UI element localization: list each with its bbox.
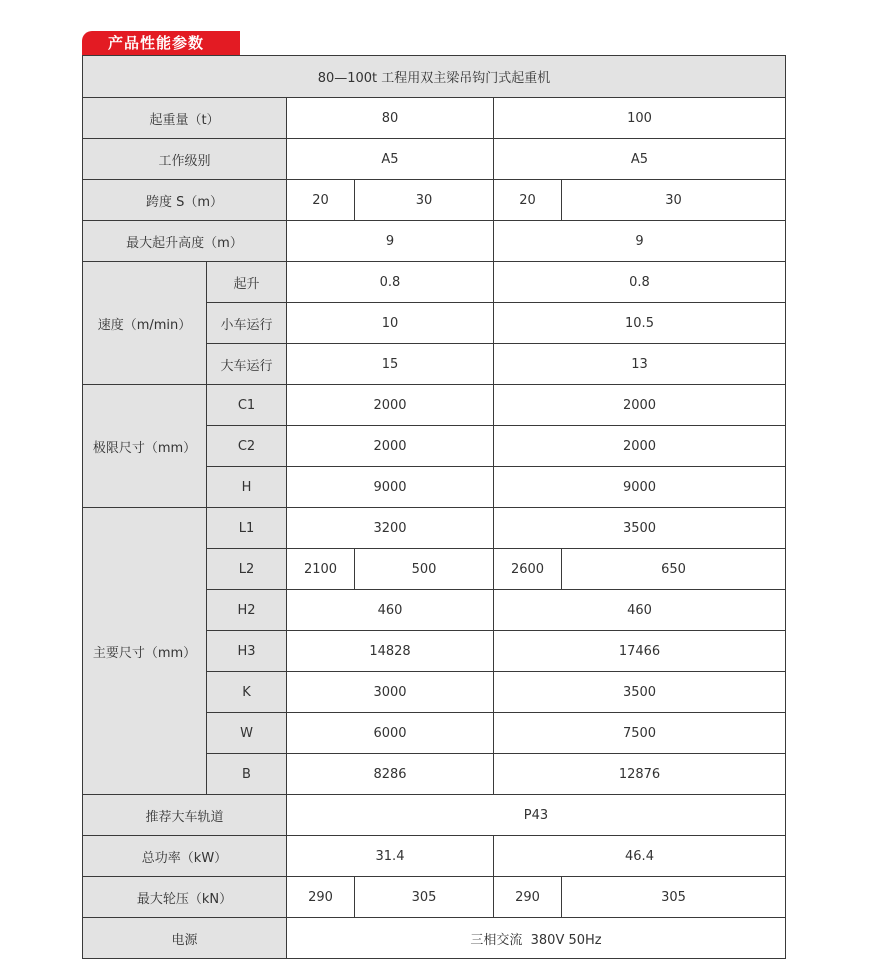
sub-label: K bbox=[207, 672, 287, 713]
cell-80t-b: 500 bbox=[355, 549, 494, 590]
sub-label: 小车运行 bbox=[207, 303, 287, 344]
cell-100t: 3500 bbox=[494, 672, 786, 713]
cell-100t: 3500 bbox=[494, 508, 786, 549]
cell-80t: 2000 bbox=[287, 426, 494, 467]
cell-80t: 3200 bbox=[287, 508, 494, 549]
cell-100t: 17466 bbox=[494, 631, 786, 672]
group-label: 极限尺寸（mm） bbox=[83, 385, 207, 508]
table-row bbox=[83, 877, 786, 918]
cell-100t: A5 bbox=[494, 139, 786, 180]
spec-table bbox=[82, 55, 786, 959]
cell-80t: A5 bbox=[287, 139, 494, 180]
table-row bbox=[83, 795, 786, 836]
table-row bbox=[83, 508, 786, 549]
sub-label: W bbox=[207, 713, 287, 754]
cell-100t: 100 bbox=[494, 98, 786, 139]
table-row bbox=[83, 98, 786, 139]
section-tag: 产品性能参数 bbox=[82, 31, 240, 55]
sub-label: C1 bbox=[207, 385, 287, 426]
sub-label: C2 bbox=[207, 426, 287, 467]
sub-label: H bbox=[207, 467, 287, 508]
row-label: 电源 bbox=[83, 918, 287, 959]
cell-80t: 460 bbox=[287, 590, 494, 631]
sub-label: H3 bbox=[207, 631, 287, 672]
cell-80t: 9 bbox=[287, 221, 494, 262]
sub-label: L1 bbox=[207, 508, 287, 549]
sub-label: B bbox=[207, 754, 287, 795]
cell-100t-b: 650 bbox=[562, 549, 786, 590]
row-label: 最大轮压（kN） bbox=[83, 877, 287, 918]
table-row bbox=[83, 836, 786, 877]
row-label: 工作级别 bbox=[83, 139, 287, 180]
cell-100t: 12876 bbox=[494, 754, 786, 795]
table-row bbox=[83, 180, 786, 221]
table-row bbox=[83, 262, 786, 303]
sub-label: 大车运行 bbox=[207, 344, 287, 385]
cell-100t: 7500 bbox=[494, 713, 786, 754]
cell-100t-a: 2600 bbox=[494, 549, 562, 590]
group-label: 主要尺寸（mm） bbox=[83, 508, 207, 795]
cell-100t-b: 305 bbox=[562, 877, 786, 918]
cell-80t: 2000 bbox=[287, 385, 494, 426]
cell-80t-a: 2100 bbox=[287, 549, 355, 590]
table-row bbox=[83, 918, 786, 959]
cell-100t: 10.5 bbox=[494, 303, 786, 344]
cell-80t: 9000 bbox=[287, 467, 494, 508]
cell-80t: 14828 bbox=[287, 631, 494, 672]
cell-80t: 6000 bbox=[287, 713, 494, 754]
cell-100t: 0.8 bbox=[494, 262, 786, 303]
cell-80t-b: 305 bbox=[355, 877, 494, 918]
row-label: 总功率（kW） bbox=[83, 836, 287, 877]
row-label: 最大起升高度（m） bbox=[83, 221, 287, 262]
cell-100t: 13 bbox=[494, 344, 786, 385]
cell-80t-b: 30 bbox=[355, 180, 494, 221]
cell-100t: 9000 bbox=[494, 467, 786, 508]
cell-80t: 80 bbox=[287, 98, 494, 139]
cell-100t: 2000 bbox=[494, 385, 786, 426]
cell-80t: 15 bbox=[287, 344, 494, 385]
cell-100t: 2000 bbox=[494, 426, 786, 467]
table-title-row bbox=[83, 56, 786, 98]
cell-all: 三相交流 380V 50Hz bbox=[287, 918, 786, 959]
cell-80t: 8286 bbox=[287, 754, 494, 795]
sub-label: 起升 bbox=[207, 262, 287, 303]
cell-100t-a: 290 bbox=[494, 877, 562, 918]
row-label: 跨度 S（m） bbox=[83, 180, 287, 221]
cell-80t-a: 290 bbox=[287, 877, 355, 918]
cell-100t-b: 30 bbox=[562, 180, 786, 221]
table-row bbox=[83, 139, 786, 180]
group-label: 速度（m/min） bbox=[83, 262, 207, 385]
row-label: 起重量（t） bbox=[83, 98, 287, 139]
cell-80t: 3000 bbox=[287, 672, 494, 713]
sub-label: L2 bbox=[207, 549, 287, 590]
row-label: 推荐大车轨道 bbox=[83, 795, 287, 836]
table-title: 80—100t 工程用双主梁吊钩门式起重机 bbox=[83, 56, 786, 98]
table-row bbox=[83, 385, 786, 426]
cell-100t: 9 bbox=[494, 221, 786, 262]
cell-all: P43 bbox=[287, 795, 786, 836]
cell-80t: 0.8 bbox=[287, 262, 494, 303]
sub-label: H2 bbox=[207, 590, 287, 631]
cell-80t-a: 20 bbox=[287, 180, 355, 221]
cell-100t: 460 bbox=[494, 590, 786, 631]
cell-80t: 31.4 bbox=[287, 836, 494, 877]
cell-100t: 46.4 bbox=[494, 836, 786, 877]
table-row bbox=[83, 221, 786, 262]
cell-80t: 10 bbox=[287, 303, 494, 344]
cell-100t-a: 20 bbox=[494, 180, 562, 221]
